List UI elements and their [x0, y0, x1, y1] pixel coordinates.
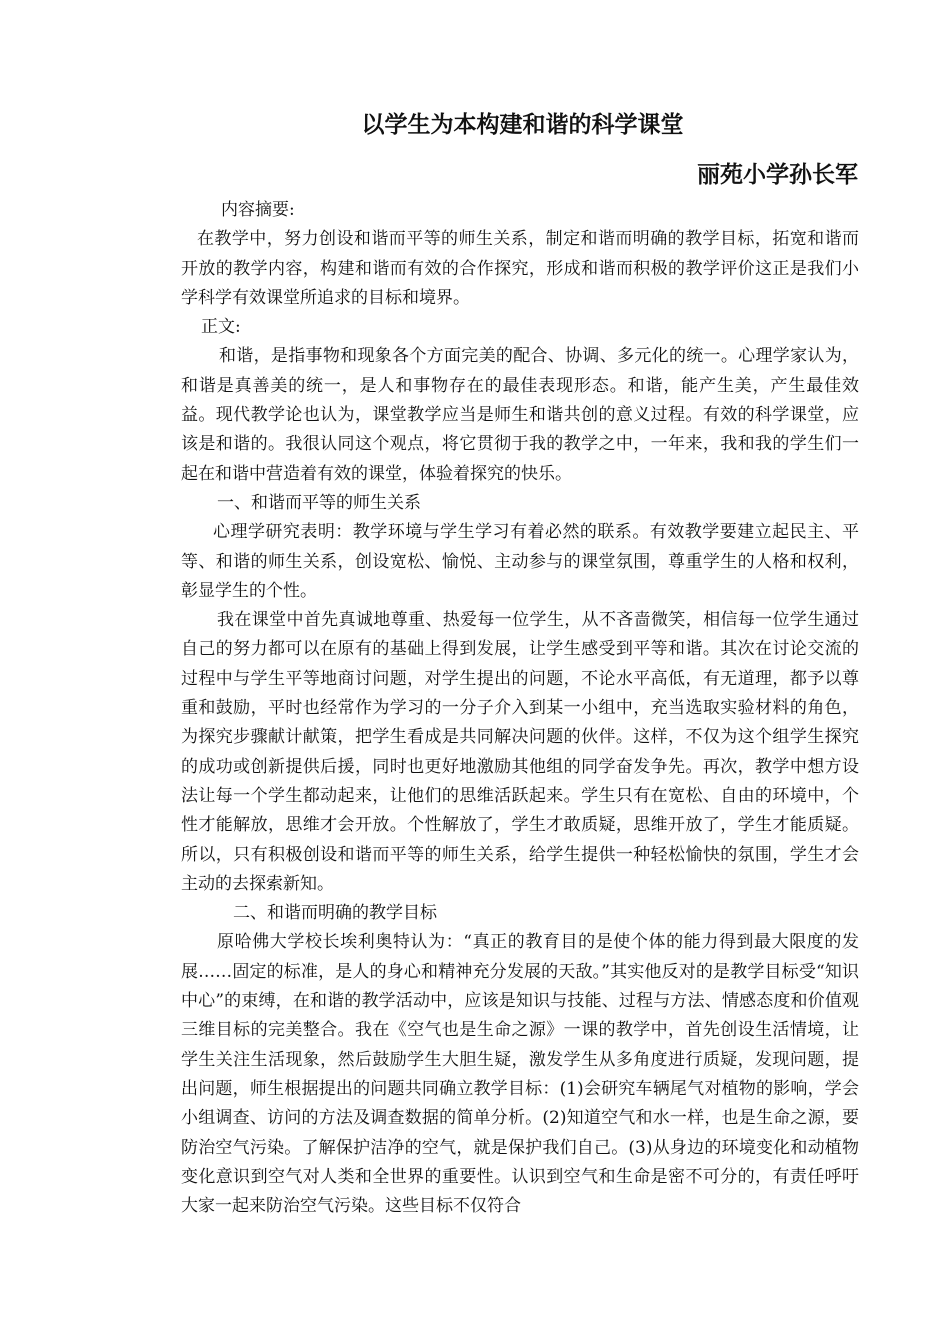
abstract-paragraph: 在教学中，努力创设和谐而平等的师生关系，制定和谐而明确的教学目标，拓宽和谐而开放的教学内容，构建和谐而有效的合作探究，形成和谐而积极的教学评价这正是我们小学科学有效课堂所追求的目标和境界。	[181, 229, 859, 308]
document-body	[181, 196, 859, 1221]
section2-paragraph-1: 原哈佛大学校长埃利奥特认为：“真正的教育目的是使个体的能力得到最大限度的发展……固定的标准，是人的身心和精神充分发展的天敌。”其实他反对的是教学目标受“知识中心”的束缚，在和谐的教学活动中，应该是知识与技能、过程与方法、情感态度和价值观三维目标的完美整合。我在《空气也是生命之源》一课的教学中，首先创设生活情境，让学生关注生活现象，然后鼓励学生大胆生疑，激发学生从多角度进行质疑，发现问题，提出问题，师生根据提出的问题共同确立教学目标：(1)会研究车辆尾气对植物的影响，学会小组调查、访问的方法及调查数据的简单分析。(2)知道空气和水一样，也是生命之源，要防治空气污染。了解保护洁净的空气，就是保护我们自己。(3)从身边的环境变化和动植物变化意识到空气对人类和全世界的重要性。认识到空气和生命是密不可分的，有责任呼吁大家一起来防治空气污染。这些目标不仅符合	[181, 932, 859, 1217]
main-text-label: 正文:	[201, 317, 241, 338]
section-heading-1: 一、和谐而平等的师生关系	[217, 492, 421, 513]
abstract-label: 内容摘要:	[221, 200, 295, 220]
document-title: 以学生为本构建和谐的科学课堂	[361, 112, 684, 138]
section1-paragraph-2: 我在课堂中首先真诚地尊重、热爱每一位学生，从不吝啬微笑，相信每一位学生通过自己的努力都可以在原有的基础上得到发展，让学生感受到平等和谐。其次在讨论交流的过程中与学生平等地商讨问题，对学生提出的问题，不论水平高低，有无道理，都予以尊重和鼓励，平时也经常作为学习的一分子介入到某一小组中，充当选取实验材料的角色，为探究步骤献计献策，把学生看成是共同解决问题的伙伴。这样，不仅为这个组学生探究的成功或创新提供后援，同时也更好地激励其他组的同学奋发争先。再次，教学中想方设法让每一个学生都动起来，让他们的思维活跃起来。学生只有在宽松、自由的环境中，个性才能解放，思维才会开放。个性解放了，学生才敢质疑，思维开放了，学生才能质疑。所以，只有积极创设和谐而平等的师生关系，给学生提供一种轻松愉快的氛围，学生才会主动的去探索新知。	[181, 610, 859, 894]
document-author: 丽苑小学孙长军	[697, 162, 858, 188]
section-heading-2: 二、和谐而明确的教学目标	[233, 903, 437, 924]
section1-paragraph-1: 心理学研究表明：教学环境与学生学习有着必然的联系。有效教学要建立起民主、平等、和谐的师生关系，创设宽松、愉悦、主动参与的课堂氛围，尊重学生的人格和权利，彰显学生的个性。	[181, 522, 859, 601]
intro-paragraph: 和谐，是指事物和现象各个方面完美的配合、协调、多元化的统一。心理学家认为，和谐是真善美的统一，是人和事物存在的最佳表现形态。和谐，能产生美，产生最佳效益。现代教学论也认为，课堂教学应当是师生和谐共创的意义过程。有效的科学课堂，应该是和谐的。我很认同这个观点，将它贯彻于我的教学之中，一年来，我和我的学生们一起在和谐中营造着有效的课堂，体验着探究的快乐。	[181, 346, 859, 484]
